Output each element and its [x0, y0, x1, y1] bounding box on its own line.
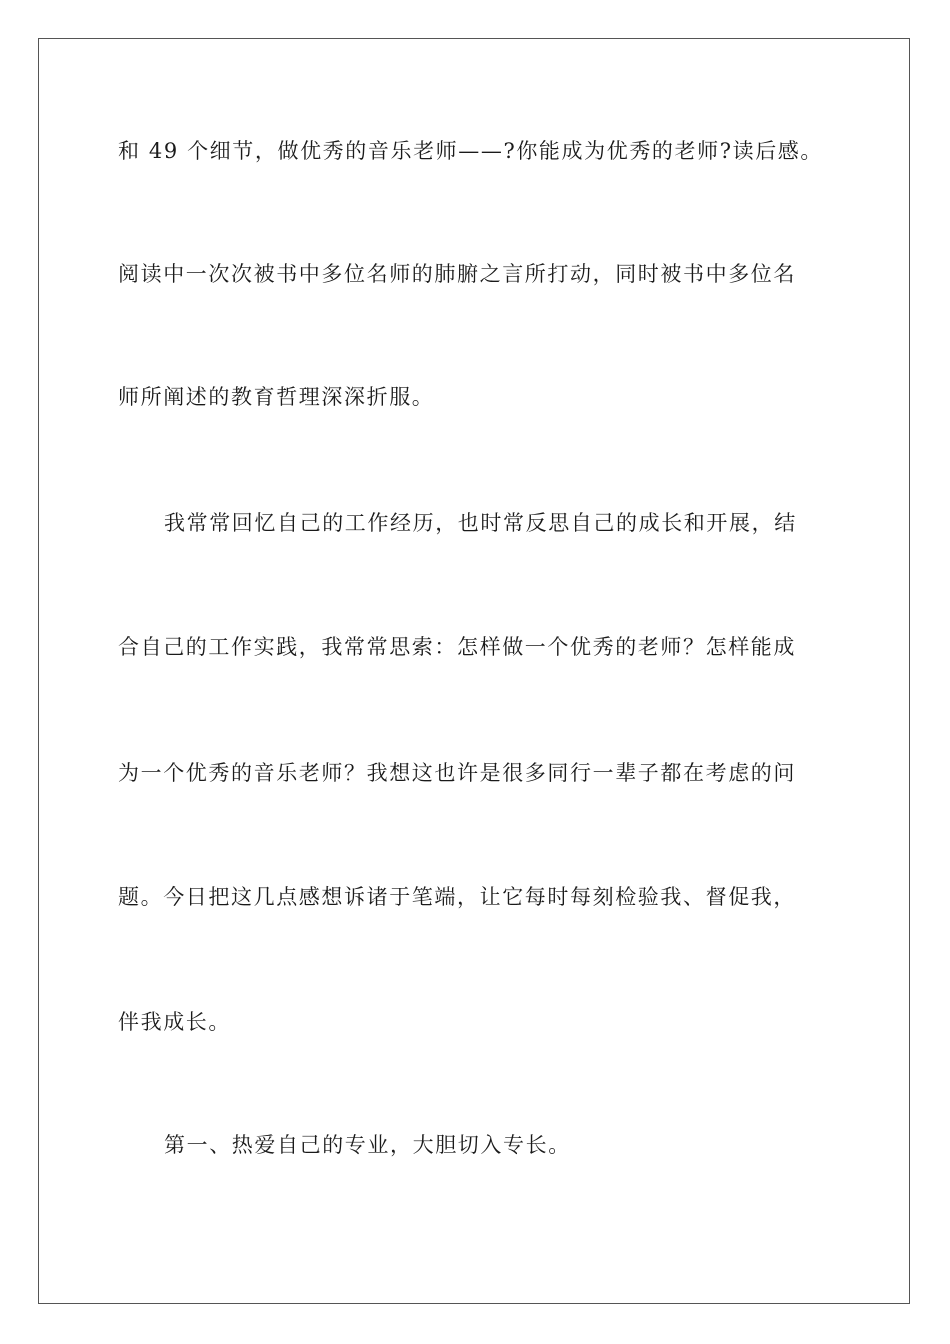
paragraph-line: 师所阐述的教育哲理深深折服。 — [118, 385, 435, 409]
paragraph-line: 我常常回忆自己的工作经历，也时常反思自己的成长和开展，结 — [164, 511, 797, 535]
page-border — [38, 38, 910, 1304]
section-heading: 第一、热爱自己的专业，大胆切入专长。 — [164, 1133, 571, 1157]
paragraph-line: 阅读中一次次被书中多位名师的肺腑之言所打动，同时被书中多位名 — [118, 262, 796, 286]
paragraph-line: 为一个优秀的音乐老师？我想这也许是很多同行一辈子都在考虑的问 — [118, 761, 796, 785]
paragraph-line: 题。今日把这几点感想诉诸于笔端，让它每时每刻检验我、督促我， — [118, 885, 796, 909]
paragraph-line: 伴我成长。 — [118, 1010, 231, 1034]
paragraph-line: 合自己的工作实践，我常常思索：怎样做一个优秀的老师？怎样能成 — [118, 635, 796, 659]
paragraph-line: 和 49 个细节，做优秀的音乐老师——?你能成为优秀的老师?读后感。 — [118, 139, 823, 163]
